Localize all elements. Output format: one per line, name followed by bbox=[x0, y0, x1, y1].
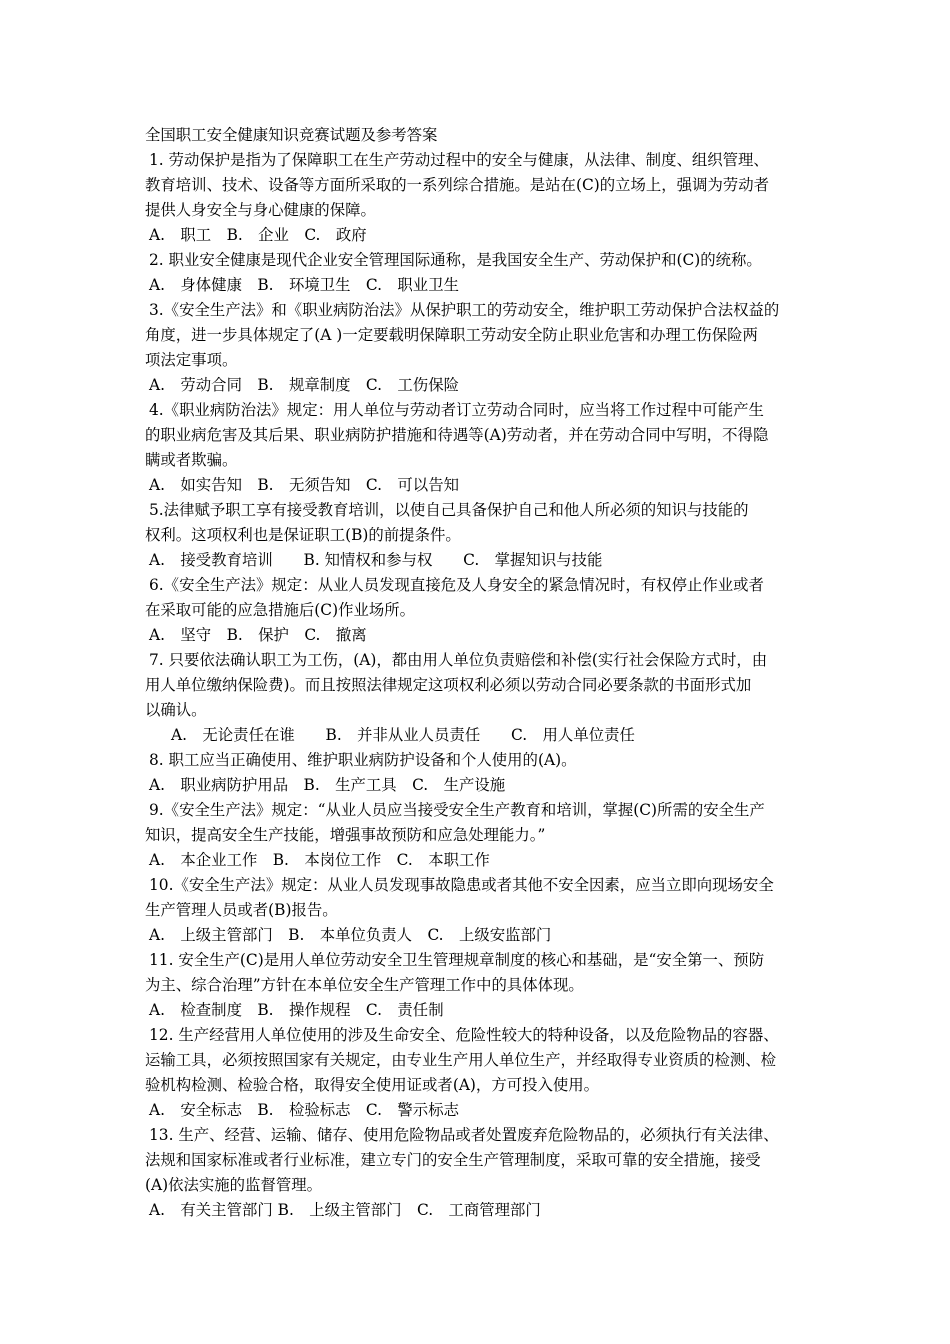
question-continuation-line: 为主、综合治理”方针在本单位安全生产管理工作中的具体体现。 bbox=[145, 976, 584, 994]
question-line: 8. 职工应当正确使用、维护职业病防护设备和个人使用的(A)。 bbox=[149, 751, 577, 769]
question-continuation-line: 角度，进一步具体规定了(A )一定要载明保障职工劳动安全防止职业危害和办理工伤保险两 bbox=[145, 326, 758, 344]
question-line: 5.法律赋予职工享有接受教育培训，以使自己具备保护自己和他人所必须的知识与技能的 bbox=[149, 501, 749, 519]
question-continuation-line: 用人单位缴纳保险费)。而且按照法律规定这项权利必须以劳动合同必要条款的书面形式加 bbox=[145, 676, 752, 694]
question-continuation-line: 瞒或者欺骗。 bbox=[145, 451, 238, 469]
options-line: A. 安全标志 B. 检验标志 C. 警示标志 bbox=[149, 1101, 459, 1119]
question-line: 2. 职业安全健康是现代企业安全管理国际通称，是我国安全生产、劳动保护和(C)的统称。 bbox=[149, 251, 762, 269]
question-line: 9.《安全生产法》规定：“从业人员应当接受安全生产教育和培训，掌握(C)所需的安全生产 bbox=[149, 801, 765, 819]
options-line: A. 无论责任在谁 B. 并非从业人员责任 C. 用人单位责任 bbox=[171, 726, 635, 744]
document-lines bbox=[145, 148, 813, 1223]
options-line: A. 如实告知 B. 无须告知 C. 可以告知 bbox=[149, 476, 459, 494]
options-line: A. 职业病防护用品 B. 生产工具 C. 生产设施 bbox=[149, 776, 506, 794]
question-continuation-line: 知识，提高安全生产技能，增强事故预防和应急处理能力。” bbox=[145, 826, 546, 844]
document-title: 全国职工安全健康知识竞赛试题及参考答案 bbox=[145, 126, 438, 144]
options-line: A. 上级主管部门 B. 本单位负责人 C. 上级安监部门 bbox=[149, 926, 552, 944]
question-line: 6.《安全生产法》规定：从业人员发现直接危及人身安全的紧急情况时，有权停止作业或者 bbox=[149, 576, 764, 594]
question-line: 4.《职业病防治法》规定：用人单位与劳动者订立劳动合同时，应当将工作过程中可能产生 bbox=[149, 401, 764, 419]
question-continuation-line: 权利。这项权利也是保证职工(B)的前提条件。 bbox=[145, 526, 461, 544]
options-line: A. 身体健康 B. 环境卫生 C. 职业卫生 bbox=[149, 276, 459, 294]
options-line: A. 接受教育培训 B. 知情权和参与权 C. 掌握知识与技能 bbox=[149, 551, 603, 569]
question-line: 13. 生产、经营、运输、储存、使用危险物品或者处置废弃危险物品的，必须执行有关法律、 bbox=[149, 1126, 779, 1144]
question-line: 7. 只要依法确认职工为工伤，(A)，都由用人单位负责赔偿和补偿(实行社会保险方式时，由 bbox=[149, 651, 768, 669]
question-continuation-line: 提供人身安全与身心健康的保障。 bbox=[145, 201, 376, 219]
question-continuation-line: 的职业病危害及其后果、职业病防护措施和待遇等(A)劳动者，并在劳动合同中写明，不得隐 bbox=[145, 426, 769, 444]
question-continuation-line: 在采取可能的应急措施后(C)作业场所。 bbox=[145, 601, 416, 619]
options-line: A. 劳动合同 B. 规章制度 C. 工伤保险 bbox=[149, 376, 459, 394]
options-line: A. 本企业工作 B. 本岗位工作 C. 本职工作 bbox=[149, 851, 490, 869]
question-line: 12. 生产经营用人单位使用的涉及生命安全、危险性较大的特种设备，以及危险物品的容器、 bbox=[149, 1026, 779, 1044]
question-line: 3.《安全生产法》和《职业病防治法》从保护职工的劳动安全，维护职工劳动保护合法权益的 bbox=[149, 301, 780, 319]
options-line: A. 有关主管部门 B. 上级主管部门 C. 工商管理部门 bbox=[149, 1201, 541, 1219]
options-line: A. 检查制度 B. 操作规程 C. 责任制 bbox=[149, 1001, 444, 1019]
question-continuation-line: (A)依法实施的监督管理。 bbox=[145, 1176, 323, 1194]
options-line: A. 职工 B. 企业 C. 政府 bbox=[149, 226, 367, 244]
question-continuation-line: 法规和国家标准或者行业标准，建立专门的安全生产管理制度，采取可靠的安全措施，接受 bbox=[145, 1151, 761, 1169]
question-continuation-line: 运输工具，必须按照国家有关规定，由专业生产用人单位生产，并经取得专业资质的检测、检 bbox=[145, 1051, 777, 1069]
question-continuation-line: 项法定事项。 bbox=[145, 351, 238, 369]
options-line: A. 坚守 B. 保护 C. 撤离 bbox=[149, 626, 367, 644]
question-line: 11. 安全生产(C)是用人单位劳动安全卫生管理规章制度的核心和基础，是“安全第一、预防 bbox=[149, 951, 765, 969]
question-continuation-line: 以确认。 bbox=[145, 701, 207, 719]
question-continuation-line: 生产管理人员或者(B)报告。 bbox=[145, 901, 338, 919]
question-continuation-line: 验机构检测、检验合格，取得安全使用证或者(A)，方可投入使用。 bbox=[145, 1076, 600, 1094]
question-continuation-line: 教育培训、技术、设备等方面所采取的一系列综合措施。是站在(C)的立场上，强调为劳动者 bbox=[145, 176, 770, 194]
document-body bbox=[145, 123, 813, 1223]
question-line: 1. 劳动保护是指为了保障职工在生产劳动过程中的安全与健康，从法律、制度、组织管理、 bbox=[149, 151, 769, 169]
question-line: 10.《安全生产法》规定：从业人员发现事故隐患或者其他不安全因素，应当立即向现场安全 bbox=[149, 876, 774, 894]
